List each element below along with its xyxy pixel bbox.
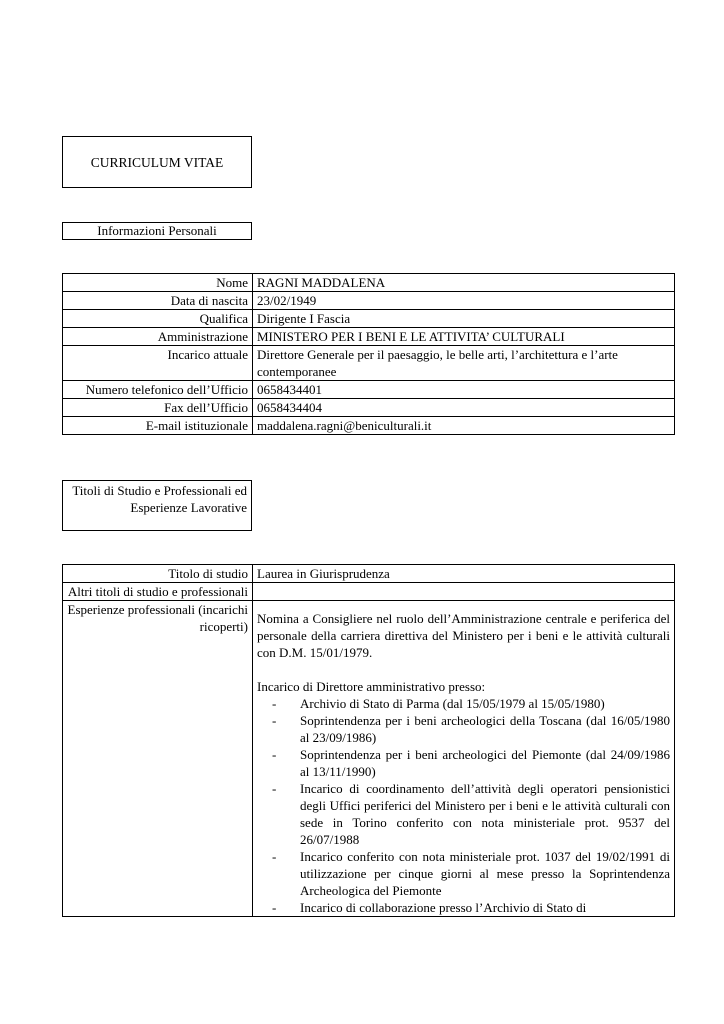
table-row [63,417,675,435]
list-item: - Soprintendenza per i beni archeologici del Piemonte (dal 24/09/1986 al 13/11/1990) [298,746,670,780]
row-value: 23/02/1949 [253,292,675,310]
row-label: Numero telefonico dell’Ufficio [63,381,253,399]
table-row [63,565,675,583]
table-row [63,292,675,310]
table-row [63,274,675,292]
row-label: Incarico attuale [63,346,253,381]
row-label: Fax dell’Ufficio [63,399,253,417]
table-row [63,399,675,417]
row-label: Esperienze professionali (incarichi ricoperti) [63,601,253,917]
table-row [63,346,675,381]
row-value: 0658434401 [253,381,675,399]
incarico-intro: Incarico di Direttore amministrativo presso: [257,679,486,694]
list-item: - Incarico di coordinamento dell’attività degli operatori pensionistici degli Uffici periferici del Ministero per i beni e le attività culturali con sede in Torino conferito con nota ministeriale prot. 9537 del 26/07/1988 [298,780,670,848]
personal-info-header: Informazioni Personali [62,222,252,240]
row-value [253,583,675,601]
table-row [63,328,675,346]
incarichi-list [257,695,670,916]
row-value: Laurea in Giurisprudenza [253,565,675,583]
table-row [63,381,675,399]
nomina-paragraph: Nomina a Consigliere nel ruolo dell’Amministrazione centrale e periferica del personale della carriera direttiva del Ministero per i beni e le attività culturali con D.M. 15/01/1979. [257,611,670,660]
row-label: Nome [63,274,253,292]
row-label: Data di nascita [63,292,253,310]
row-value: MINISTERO PER I BENI E LE ATTIVITA’ CULTURALI [253,328,675,346]
row-label: Altri titoli di studio e professionali [63,583,253,601]
row-label: Titolo di studio [63,565,253,583]
study-experience-table [62,564,675,917]
row-value: maddalena.ragni@beniculturali.it [253,417,675,435]
table-row [63,601,675,917]
table-row [63,583,675,601]
personal-info-table [62,273,675,435]
row-value: Dirigente I Fascia [253,310,675,328]
table-row [63,310,675,328]
cv-title [62,136,252,188]
row-value: Direttore Generale per il paesaggio, le belle arti, l’architettura e l’arte contemporanee [253,346,675,381]
list-item: - Soprintendenza per i beni archeologici della Toscana (dal 16/05/1980 al 23/09/1986) [298,712,670,746]
list-item: - Incarico conferito con nota ministeriale prot. 1037 del 19/02/1991 di utilizzazione per cinque giorni al mese presso la Soprintendenza Archeologica del Piemonte [298,848,670,899]
row-value: 0658434404 [253,399,675,417]
study-experience-header: Titoli di Studio e Professionali ed Esperienze Lavorative [62,480,252,531]
row-label: E-mail istituzionale [63,417,253,435]
row-value: RAGNI MADDALENA [253,274,675,292]
row-label: Amministrazione [63,328,253,346]
experience-cell [253,601,675,917]
list-item: - Incarico di collaborazione presso l’Archivio di Stato di [298,899,670,916]
list-item: - Archivio di Stato di Parma (dal 15/05/1979 al 15/05/1980) [298,695,670,712]
cv-title-text: CURRICULUM VITAE [90,154,224,170]
row-label: Qualifica [63,310,253,328]
